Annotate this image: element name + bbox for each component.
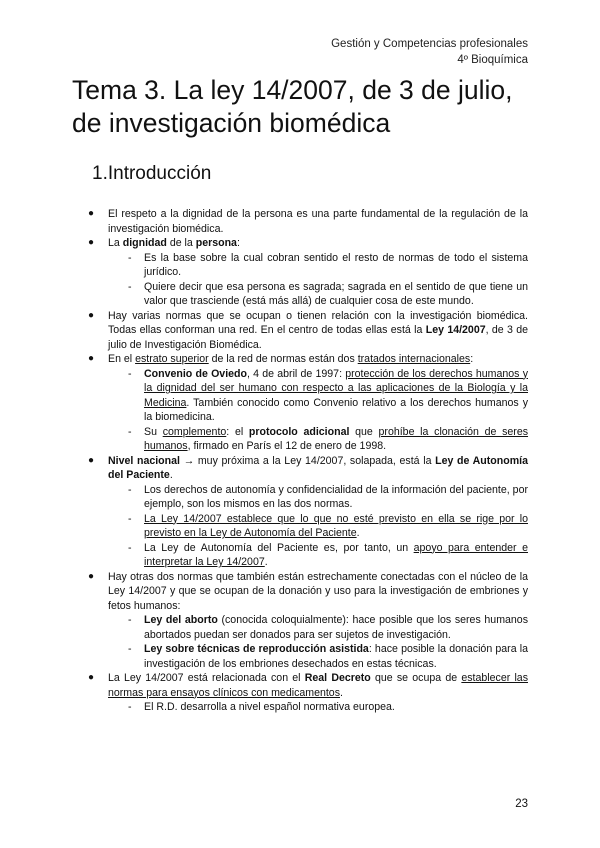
dash-icon: - <box>128 425 132 438</box>
header-course: Gestión y Competencias profesionales <box>331 38 528 50</box>
bullet-icon: ● <box>88 309 95 321</box>
page-number: 23 <box>515 798 528 810</box>
section-heading: 1.Introducción <box>92 163 212 184</box>
page-header <box>331 36 528 68</box>
sub-item: - Ley sobre técnicas de reproducción asistida: hace posible la donación para la investigación de los embriones desechados en estas técnicas. <box>128 643 528 670</box>
dash-icon: - <box>128 251 132 264</box>
document-body <box>88 207 529 715</box>
sub-item: - La Ley de Autonomía del Paciente es, por tanto, un apoyo para entender e interpretar la Ley 14/2007. <box>128 541 528 568</box>
dash-icon: - <box>128 512 132 525</box>
bullet-icon: ● <box>88 208 95 219</box>
sub-item: - El R.D. desarrolla a nivel español normativa europea. <box>128 701 395 713</box>
dash-icon: - <box>128 280 132 293</box>
bullet-icon: ● <box>88 454 95 466</box>
bullet-item: ● El respeto a la dignidad de la persona es una parte fundamental de la regulación de la investigación biomédica. <box>88 208 528 235</box>
sub-item: - Ley del aborto (conocida coloquialmente): hace posible que los seres humanos abortados puedan ser donados para ser sujetos de investigación. <box>128 614 528 641</box>
dash-icon: - <box>128 541 132 554</box>
header-degree: 4º Bioquímica <box>457 54 528 66</box>
sub-item: - La Ley 14/2007 establece que lo que no esté previsto en ella se rige por lo previsto en la Ley de Autonomía del Paciente. <box>128 512 528 539</box>
bullet-item: ● La dignidad de la persona: <box>88 237 240 249</box>
bullet-item: ● Hay varias normas que se ocupan o tienen relación con la investigación biomédica. Todas ellas conforman una red. En el centro de todas ellas está la Ley 14/2007, de 3 de julio de Investigación Biomédica. <box>88 309 529 351</box>
bullet-icon: ● <box>88 570 95 582</box>
dash-icon: - <box>128 614 132 626</box>
sub-item: - Convenio de Oviedo, 4 de abril de 1997: protección de los derechos humanos y la dignidad del ser humano con respecto a las aplicaciones de la Biología y la Medicina. También conocido como Convenio relativo a los derechos humanos y la biomedicina. <box>128 367 528 423</box>
bullet-icon: ● <box>88 353 95 364</box>
dash-icon: - <box>128 643 132 655</box>
sub-item: - Los derechos de autonomía y confidencialidad de la información del paciente, por ejemplo, son los mismos en las dos normas. <box>128 483 528 510</box>
bullet-icon: ● <box>88 237 95 248</box>
dash-icon: - <box>128 483 132 496</box>
bullet-item: ● Nivel nacional → muy próxima a la Ley 14/2007, solapada, está la Ley de Autonomía del Paciente. <box>88 454 528 481</box>
dash-icon: - <box>128 701 132 713</box>
bullet-item: ● Hay otras dos normas que también están estrechamente conectadas con el núcleo de la Ley 14/2007 y que se ocupan de la donación y uso para la investigación de embriones y fetos humanos: <box>88 570 528 612</box>
sub-item: - Quiere decir que esa persona es sagrada; sagrada en el sentido de que tiene un valor que trasciende (está más allá) de cualquier cosa de este mundo. <box>128 280 528 307</box>
chapter-title: Tema 3. La ley 14/2007, de 3 de julio, de investigación biomédica <box>72 75 513 138</box>
sub-item: - Es la base sobre la cual cobran sentido el resto de normas de todo el sistema jurídico. <box>128 251 528 278</box>
bullet-item: ● En el estrato superior de la red de normas están dos tratados internacionales: <box>88 353 474 365</box>
bullet-icon: ● <box>88 672 95 683</box>
bullet-item: ● La Ley 14/2007 está relacionada con el Real Decreto que se ocupa de establecer las normas para ensayos clínicos con medicamentos. <box>88 672 528 699</box>
sub-item: - Su complemento: el protocolo adicional que prohíbe la clonación de seres humanos, firmado en París el 12 de enero de 1998. <box>128 425 529 452</box>
dash-icon: - <box>128 367 132 380</box>
